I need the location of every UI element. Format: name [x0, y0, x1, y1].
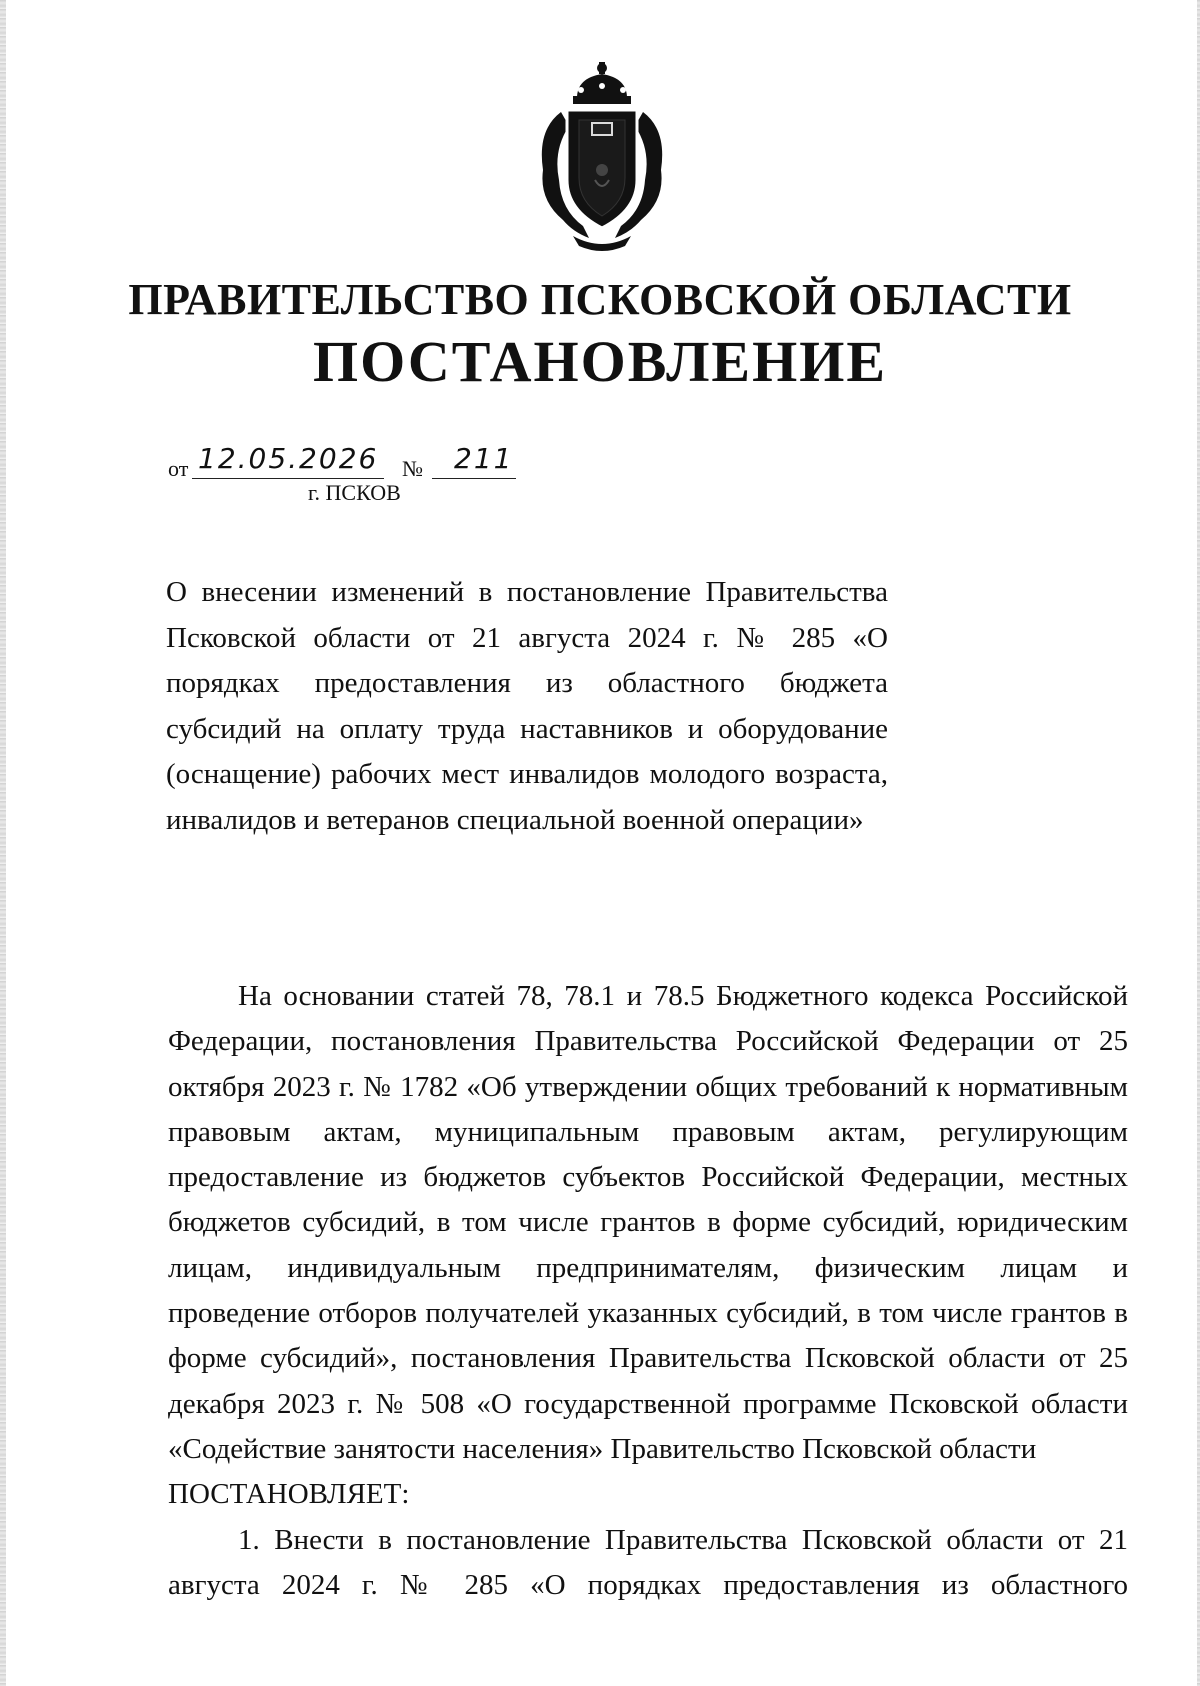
subject-text: О внесении изменений в постановление Правительства Псковской области от 21 августа 2024 г. № 285 «О порядках предоставления из областного бюджета субсидий на оплату труда наставников и оборудование (оснащение) рабочих мест инвалидов молодого возраста, инвалидов и ветеранов специальной военной операции»: [166, 576, 888, 836]
document-subject: [166, 570, 888, 843]
date-underline: [192, 478, 384, 479]
resolves-line: ПОСТАНОВЛЯЕТ:: [168, 1478, 410, 1511]
organization-title: ПРАВИТЕЛЬСТВО ПСКОВСКОЙ ОБЛАСТИ: [128, 275, 1072, 324]
number-prefix: №: [402, 456, 423, 481]
date-prefix: от: [168, 456, 189, 481]
date-value: 12.05.2026: [198, 442, 379, 475]
coat-of-arms-icon: [533, 60, 671, 252]
number-value: 211: [454, 442, 514, 475]
document-body: [168, 974, 1128, 1608]
item-1-paragraph: 1. Внести в постановление Правительства Псковской области от 21 августа 2024 г. № 285 «О порядках предоставления из областного: [168, 1523, 1128, 1601]
city: г. ПСКОВ: [308, 480, 401, 505]
number-underline: [432, 478, 516, 479]
document-type-title: ПОСТАНОВЛЕНИЕ: [312, 329, 888, 394]
preamble-paragraph: На основании статей 78, 78.1 и 78.5 Бюджетного кодекса Российской Федерации, постановления Правительства Российской Федерации от 25 октября 2023 г. № 1782 «Об утверждении общих требований к нормативным правовым актам, муниципальным правовым актам, регулирующим предоставление из бюджетов субъектов Российской Федерации, местных бюджетов субсидий, в том числе грантов в форме субсидий, юридическим лицам, индивидуальным предпринимателям, физическим лицам и проведение отборов получателей указанных субсидий, в том числе грантов в форме субсидий», постановления Правительства Псковской области от 25 декабря 2023 г. № 508 «О государственной программе Псковской области «Содействие занятости населения» Правительство Псковской области: [168, 980, 1128, 1465]
document-meta: [168, 442, 568, 508]
scan-edge-left: [0, 0, 6, 1686]
